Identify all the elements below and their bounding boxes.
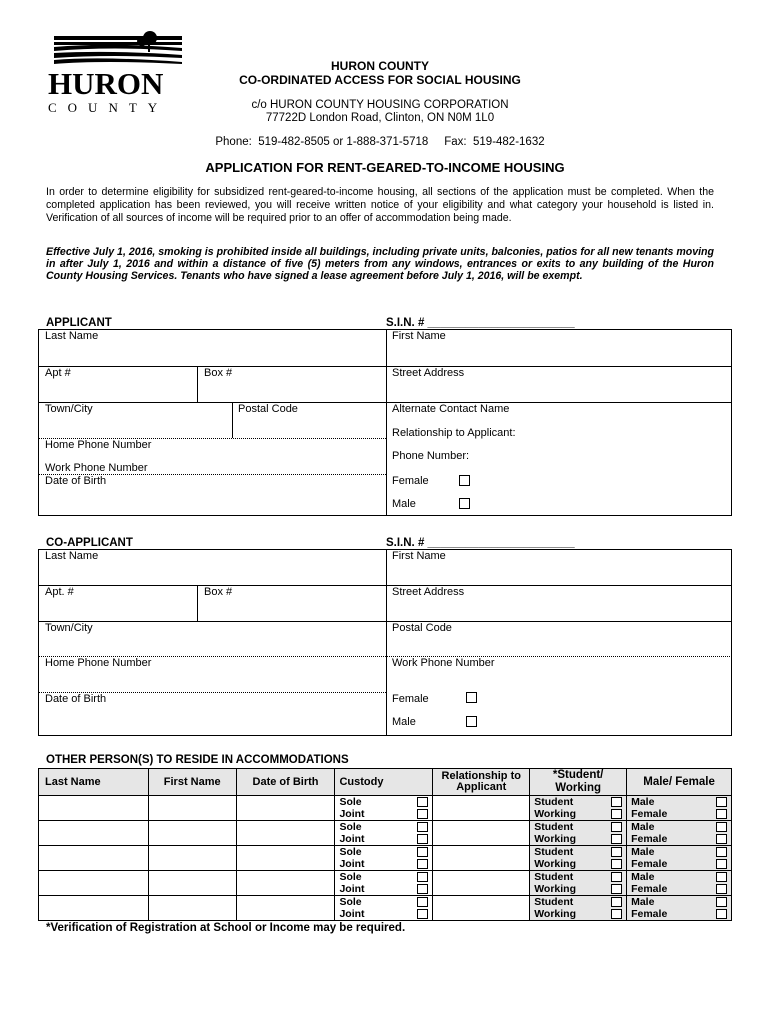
applicant-town[interactable]: Town/City — [45, 403, 93, 415]
address: 77722D London Road, Clinton, ON N0M 1L0 — [265, 112, 495, 124]
custody-option-a: Sole — [335, 896, 432, 908]
person-last-name-cell[interactable] — [39, 896, 149, 921]
custody-option-a: Sole — [335, 846, 432, 858]
coapplicant-male-checkbox[interactable] — [466, 716, 477, 727]
applicant-apt[interactable]: Apt # — [45, 367, 71, 379]
coapplicant-postal[interactable]: Postal Code — [392, 622, 452, 634]
coapplicant-street[interactable]: Street Address — [392, 586, 465, 598]
huron-county-logo — [42, 28, 187, 116]
person-student-cell — [530, 896, 627, 921]
coapplicant-dob[interactable]: Date of Birth — [45, 693, 107, 705]
custody-sole-checkbox[interactable] — [417, 822, 428, 832]
custody-option-b: Joint — [335, 833, 432, 845]
col-custody: Custody — [335, 769, 433, 796]
applicant-female-checkbox[interactable] — [459, 475, 470, 486]
status-option-a: Student — [530, 846, 626, 858]
person-first-name-cell[interactable] — [148, 821, 236, 846]
coapplicant-heading: CO-APPLICANT — [46, 537, 133, 549]
status-working-checkbox[interactable] — [611, 909, 622, 919]
others-table — [38, 768, 732, 921]
person-last-name-cell[interactable] — [39, 871, 149, 896]
others-heading: OTHER PERSON(S) TO RESIDE IN ACCOMMODATIONS — [46, 754, 349, 766]
status-option-b: Working — [530, 833, 626, 845]
person-dob-cell[interactable] — [236, 846, 335, 871]
custody-joint-checkbox[interactable] — [417, 884, 428, 894]
person-custody-cell — [335, 896, 433, 921]
status-option-a: Student — [530, 796, 626, 808]
applicant-heading: APPLICANT — [46, 317, 112, 329]
custody-option-b: Joint — [335, 808, 432, 820]
svg-text:COUNTY: COUNTY — [48, 100, 169, 115]
custody-joint-checkbox[interactable] — [417, 909, 428, 919]
col-sex: Male/ Female — [627, 769, 732, 796]
status-student-checkbox[interactable] — [611, 872, 622, 882]
sex-male-checkbox[interactable] — [716, 897, 727, 907]
person-custody-cell — [335, 821, 433, 846]
person-last-name-cell[interactable] — [39, 796, 149, 821]
person-dob-cell[interactable] — [236, 821, 335, 846]
logo-landscape-icon — [42, 28, 187, 116]
applicant-dob[interactable]: Date of Birth — [45, 475, 107, 487]
person-custody-cell — [335, 796, 433, 821]
applicant-relationship[interactable]: Relationship to Applicant: — [392, 427, 516, 439]
custody-joint-checkbox[interactable] — [417, 859, 428, 869]
person-relationship-cell[interactable] — [433, 821, 530, 846]
person-custody-cell — [335, 871, 433, 896]
status-option-a: Student — [530, 896, 626, 908]
applicant-male-checkbox[interactable] — [459, 498, 470, 509]
person-first-name-cell[interactable] — [148, 896, 236, 921]
others-header-row — [39, 769, 732, 796]
coapplicant-first-name[interactable]: First Name — [392, 550, 446, 562]
sex-option-a: Male — [627, 821, 731, 833]
custody-option-a: Sole — [335, 821, 432, 833]
custody-option-b: Joint — [335, 908, 432, 920]
sex-option-b: Female — [627, 858, 731, 870]
sex-option-a: Male — [627, 871, 731, 883]
applicant-postal[interactable]: Postal Code — [238, 403, 298, 415]
table-row — [39, 821, 732, 846]
person-relationship-cell[interactable] — [433, 896, 530, 921]
person-dob-cell[interactable] — [236, 796, 335, 821]
sex-female-checkbox[interactable] — [716, 834, 727, 844]
status-working-checkbox[interactable] — [611, 884, 622, 894]
person-relationship-cell[interactable] — [433, 846, 530, 871]
applicant-first-name[interactable]: First Name — [392, 330, 446, 342]
sex-female-checkbox[interactable] — [716, 909, 727, 919]
applicant-last-name[interactable]: Last Name — [45, 330, 99, 342]
custody-sole-checkbox[interactable] — [417, 847, 428, 857]
coapplicant-work-phone[interactable]: Work Phone Number — [392, 657, 495, 669]
person-last-name-cell[interactable] — [39, 821, 149, 846]
person-student-cell — [530, 796, 627, 821]
coapplicant-last-name[interactable]: Last Name — [45, 550, 99, 562]
coapplicant-home-phone[interactable]: Home Phone Number — [45, 657, 152, 669]
applicant-sin[interactable]: S.I.N. # _______________________ — [386, 317, 575, 329]
applicant-box[interactable]: Box # — [204, 367, 233, 379]
person-first-name-cell[interactable] — [148, 846, 236, 871]
coapplicant-form — [38, 549, 732, 736]
applicant-alt-contact[interactable]: Alternate Contact Name — [392, 403, 510, 415]
status-student-checkbox[interactable] — [611, 797, 622, 807]
person-sex-cell — [627, 871, 732, 896]
status-option-b: Working — [530, 808, 626, 820]
custody-joint-checkbox[interactable] — [417, 834, 428, 844]
person-first-name-cell[interactable] — [148, 871, 236, 896]
coapplicant-female-label: Female — [392, 693, 429, 705]
custody-option-b: Joint — [335, 883, 432, 895]
person-dob-cell[interactable] — [236, 871, 335, 896]
status-option-b: Working — [530, 908, 626, 920]
smoking-notice: Effective July 1, 2016, smoking is prohibited inside all buildings, including private units, balconies, patios for all new tenants moving in after July 1, 2016 and within a distance of five (5) meters from any windows, entrances or exits to any building of the Huron County Housing Services. Tenants who have signed a lease agreement before July 1, 2016, will be exempt. — [46, 246, 714, 283]
sex-option-b: Female — [627, 833, 731, 845]
person-custody-cell — [335, 846, 433, 871]
status-working-checkbox[interactable] — [611, 809, 622, 819]
sex-option-b: Female — [627, 908, 731, 920]
coapplicant-sin[interactable]: S.I.N. # _______________________ — [386, 537, 575, 549]
person-sex-cell — [627, 821, 732, 846]
sex-male-checkbox[interactable] — [716, 847, 727, 857]
program-name: CO-ORDINATED ACCESS FOR SOCIAL HOUSING — [239, 73, 521, 87]
applicant-form — [38, 329, 732, 516]
coapplicant-town[interactable]: Town/City — [45, 622, 93, 634]
table-row — [39, 846, 732, 871]
verification-footnote: *Verification of Registration at School or Income may be required. — [46, 922, 406, 934]
person-student-cell — [530, 821, 627, 846]
custody-sole-checkbox[interactable] — [417, 897, 428, 907]
status-option-b: Working — [530, 858, 626, 870]
custody-sole-checkbox[interactable] — [417, 797, 428, 807]
custody-option-a: Sole — [335, 796, 432, 808]
sex-male-checkbox[interactable] — [716, 872, 727, 882]
col-first-name: First Name — [148, 769, 236, 796]
status-student-checkbox[interactable] — [611, 847, 622, 857]
coapplicant-apt[interactable]: Apt. # — [45, 586, 74, 598]
applicant-contact-phone[interactable]: Phone Number: — [392, 450, 470, 462]
contact-phone: Phone: 519-482-8505 or 1-888-371-5718 Fax: 519-482-1632 — [215, 136, 545, 148]
sex-option-b: Female — [627, 883, 731, 895]
org-name: HURON COUNTY — [331, 59, 429, 73]
svg-text:HURON: HURON — [48, 66, 164, 101]
status-student-checkbox[interactable] — [611, 822, 622, 832]
person-sex-cell — [627, 896, 732, 921]
care-of: c/o HURON COUNTY HOUSING CORPORATION — [251, 99, 509, 111]
sex-male-checkbox[interactable] — [716, 797, 727, 807]
applicant-street[interactable]: Street Address — [392, 367, 465, 379]
person-sex-cell — [627, 846, 732, 871]
coapplicant-female-checkbox[interactable] — [466, 692, 477, 703]
person-sex-cell — [627, 796, 732, 821]
applicant-female-label: Female — [392, 475, 429, 487]
sex-option-b: Female — [627, 808, 731, 820]
person-student-cell — [530, 846, 627, 871]
table-row — [39, 896, 732, 921]
sex-male-checkbox[interactable] — [716, 822, 727, 832]
person-last-name-cell[interactable] — [39, 846, 149, 871]
table-row — [39, 796, 732, 821]
status-student-checkbox[interactable] — [611, 897, 622, 907]
person-relationship-cell[interactable] — [433, 796, 530, 821]
status-working-checkbox[interactable] — [611, 859, 622, 869]
sex-female-checkbox[interactable] — [716, 859, 727, 869]
intro-text: In order to determine eligibility for subsidized rent-geared-to-income housing, all sections of the application must be completed. When the completed application has been reviewed, you will receive written notice of your eligibility and what category your household is listed in. Verification of all sources of income will be required prior to an offer of accommodation being made. — [46, 186, 714, 225]
table-row — [39, 871, 732, 896]
status-option-a: Student — [530, 821, 626, 833]
status-option-a: Student — [530, 871, 626, 883]
person-student-cell — [530, 871, 627, 896]
page-title: APPLICATION FOR RENT-GEARED-TO-INCOME HOUSING — [205, 160, 565, 175]
custody-option-b: Joint — [335, 858, 432, 870]
sex-option-a: Male — [627, 896, 731, 908]
sex-option-a: Male — [627, 796, 731, 808]
col-student-working: *Student/ Working — [530, 769, 627, 796]
applicant-home-phone[interactable]: Home Phone Number — [45, 439, 152, 451]
person-first-name-cell[interactable] — [148, 796, 236, 821]
col-dob: Date of Birth — [236, 769, 335, 796]
col-last-name: Last Name — [39, 769, 149, 796]
person-relationship-cell[interactable] — [433, 871, 530, 896]
sex-option-a: Male — [627, 846, 731, 858]
sex-female-checkbox[interactable] — [716, 809, 727, 819]
coapplicant-box[interactable]: Box # — [204, 586, 233, 598]
status-option-b: Working — [530, 883, 626, 895]
custody-joint-checkbox[interactable] — [417, 809, 428, 819]
custody-sole-checkbox[interactable] — [417, 872, 428, 882]
sex-female-checkbox[interactable] — [716, 884, 727, 894]
status-working-checkbox[interactable] — [611, 834, 622, 844]
col-relationship: Relationship to Applicant — [433, 769, 530, 796]
applicant-male-label: Male — [392, 498, 416, 510]
applicant-work-phone[interactable]: Work Phone Number — [45, 462, 148, 474]
custody-option-a: Sole — [335, 871, 432, 883]
person-dob-cell[interactable] — [236, 896, 335, 921]
coapplicant-male-label: Male — [392, 716, 416, 728]
